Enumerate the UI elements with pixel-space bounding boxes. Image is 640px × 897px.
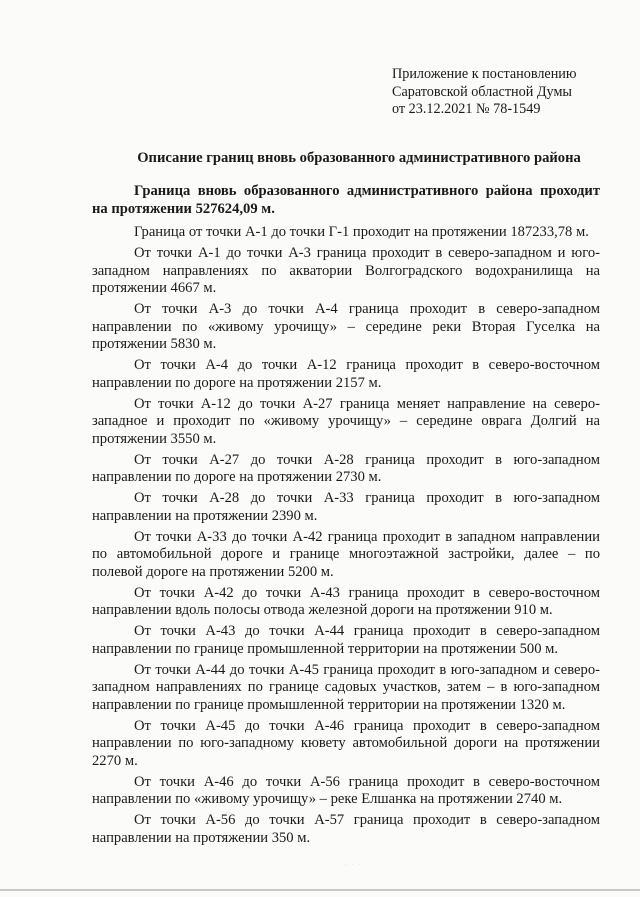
paragraph-7: От точки А-28 до точки А-33 граница проходит в юго-западном направлении на протяжении 2390 м. (92, 490, 600, 524)
appendix-line-1: Приложение к постановлению (392, 66, 577, 82)
page-bottom-edge (0, 889, 640, 891)
paragraph-6: От точки А-27 до точки А-28 граница проходит в юго-западном направлении по дороге на протяжении 2730 м. (92, 451, 600, 485)
paragraph-1: Граница от точки А-1 до точки Г-1 проходит на протяжении 187233,78 м. (134, 224, 589, 240)
appendix-header (392, 66, 622, 119)
paragraph-11: От точки А-44 до точки А-45 граница проходит в юго-западном и северо-западном направлениях по границе садовых участков, затем – в юго-западном направлении по границе промышленной территории на протяжении 1320 м. (92, 661, 600, 713)
paragraph-3: От точки А-3 до точки А-4 граница проходит в северо-западном направлении по «живому урочищу» – середине реки Вторая Гуселка на протяжении 5830 м. (92, 301, 600, 352)
paragraph-5: От точки А-12 до точки А-27 граница меняет направление на северо-западное и проходит по «живому урочищу» – середине оврага Долгий на протяжении 3550 м. (92, 395, 600, 447)
document-title: Описание границ вновь образованного административного района (137, 150, 581, 166)
scan-speck: · · · (344, 862, 363, 868)
paragraph-4: От точки А-4 до точки А-12 граница проходит в северо-восточном направлении по дороге на протяжении 2157 м. (92, 357, 600, 391)
paragraph-13: От точки А-46 до точки А-56 граница проходит в северо-восточном направлении по «живому урочищу» – реке Елшанка на протяжении 2740 м. (92, 773, 600, 807)
paragraph-12: От точки А-45 до точки А-46 граница проходит в северо-западном направлении по юго-западному кювету автомобильной дороги на протяжении 2270 м. (92, 717, 600, 769)
paragraph-2: От точки А-1 до точки А-3 граница проходит в северо-западном и юго-западном направлениях по акватории Волгоградского водохранилища на протяжении 4667 м. (92, 245, 600, 296)
document-body (92, 183, 600, 851)
appendix-line-3: от 23.12.2021 № 78-1549 (392, 101, 541, 117)
paragraph-8: От точки А-33 до точки А-42 граница проходит в западном направлении по автомобильной дороге и границе многоэтажной застройки, далее – по полевой дороге на протяжении 5200 м. (92, 528, 600, 580)
paragraph-9: От точки А-42 до точки А-43 граница проходит в северо-восточном направлении вдоль полосы отвода железной дороги на протяжении 910 м. (92, 584, 600, 618)
lead-paragraph: Граница вновь образованного административного района проходит на протяжении 527624,09 м. (92, 183, 600, 217)
paragraph-14: От точки А-56 до точки А-57 граница проходит в северо-западном направлении на протяжении 350 м. (92, 812, 600, 846)
paragraph-10: От точки А-43 до точки А-44 граница проходит в северо-западном направлении по границе промышленной территории на протяжении 500 м. (92, 623, 600, 657)
appendix-line-2: Саратовской областной Думы (392, 83, 572, 100)
